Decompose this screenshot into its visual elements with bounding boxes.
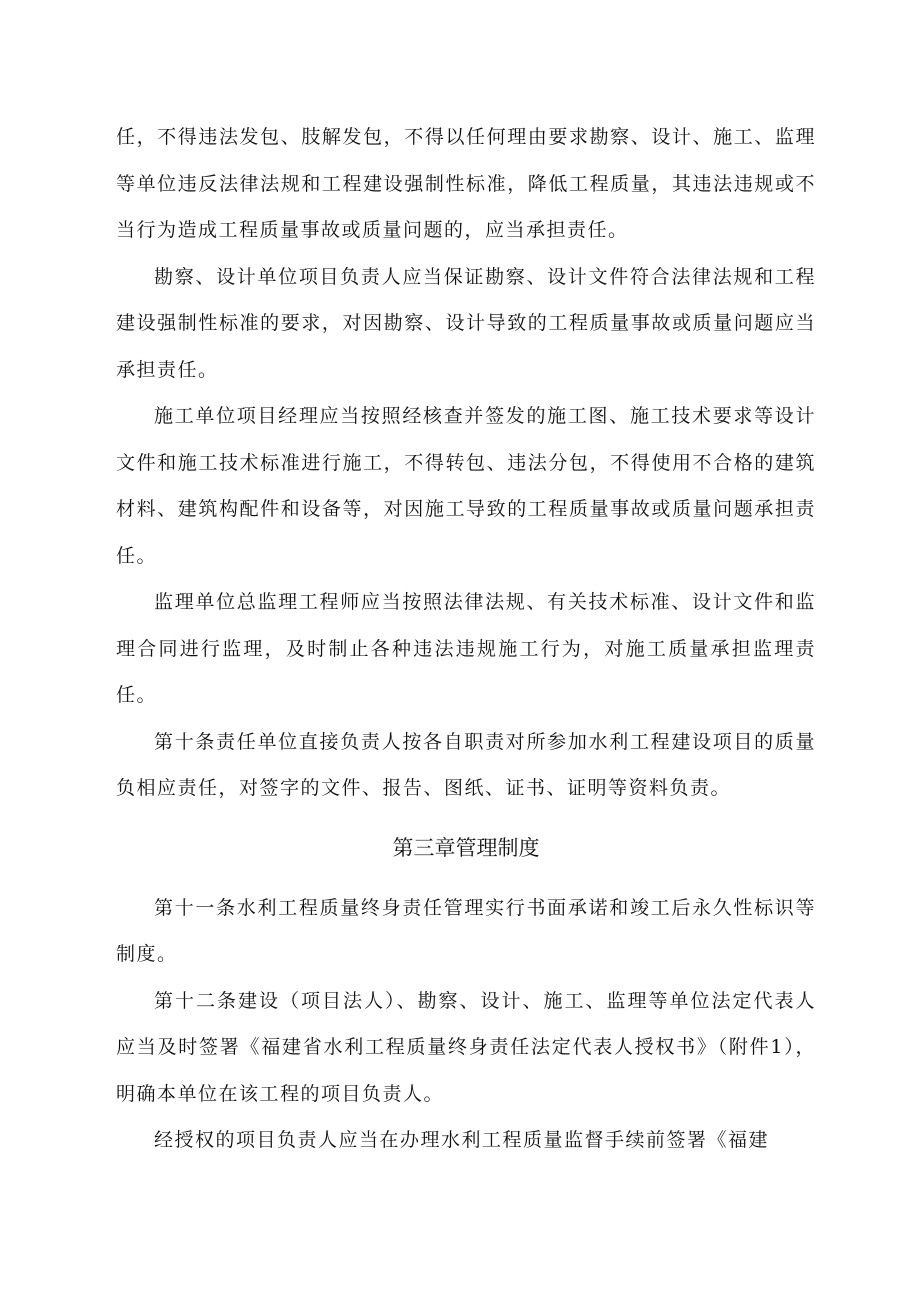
- paragraph-survey-design: 勘察、设计单位项目负责人应当保证勘察、设计文件符合法律法规和工程建设强制性标准的要求，对因勘察、设计导致的工程质量事故或质量问题应当承担责任。: [116, 265, 816, 381]
- paragraph-article-12: 第十二条建设（项目法人）、勘察、设计、施工、监理等单位法定代表人应当及时签署《福建省水利工程质量终身责任法定代表人授权书》（附件1），明确本单位在该工程的项目负责人。: [116, 989, 816, 1105]
- chapter-title: 第三章管理制度: [392, 835, 540, 860]
- paragraph-article-11: 第十一条水利工程质量终身责任管理实行书面承诺和竣工后永久性标识等制度。: [116, 896, 816, 965]
- paragraph-article-10: 第十条责任单位直接负责人按各自职责对所参加水利工程建设项目的质量负相应责任，对签字的文件、报告、图纸、证书、证明等资料负责。: [116, 730, 816, 799]
- paragraph-continued: 任，不得违法发包、肢解发包，不得以任何理由要求勘察、设计、施工、监理等单位违反法律法规和工程建设强制性标准，降低工程质量，其违法违规或不当行为造成工程质量事故或质量问题的，应当承担责任。: [116, 126, 816, 241]
- paragraph-authorized-manager: 经授权的项目负责人应当在办理水利工程质量监督手续前签署《福建: [154, 1129, 770, 1151]
- document-body: [116, 114, 816, 1164]
- paragraph-supervision: 监理单位总监理工程师应当按照法律法规、有关技术标准、设计文件和监理合同进行监理，及时制止各种违法违规施工行为，对施工质量承担监理责任。: [116, 591, 816, 706]
- paragraph-construction: 施工单位项目经理应当按照经核查并签发的施工图、施工技术要求等设计文件和施工技术标准进行施工，不得转包、违法分包，不得使用不合格的建筑材料、建筑构配件和设备等，对因施工导致的工程质量事故或质量问题承担责任。: [116, 405, 816, 567]
